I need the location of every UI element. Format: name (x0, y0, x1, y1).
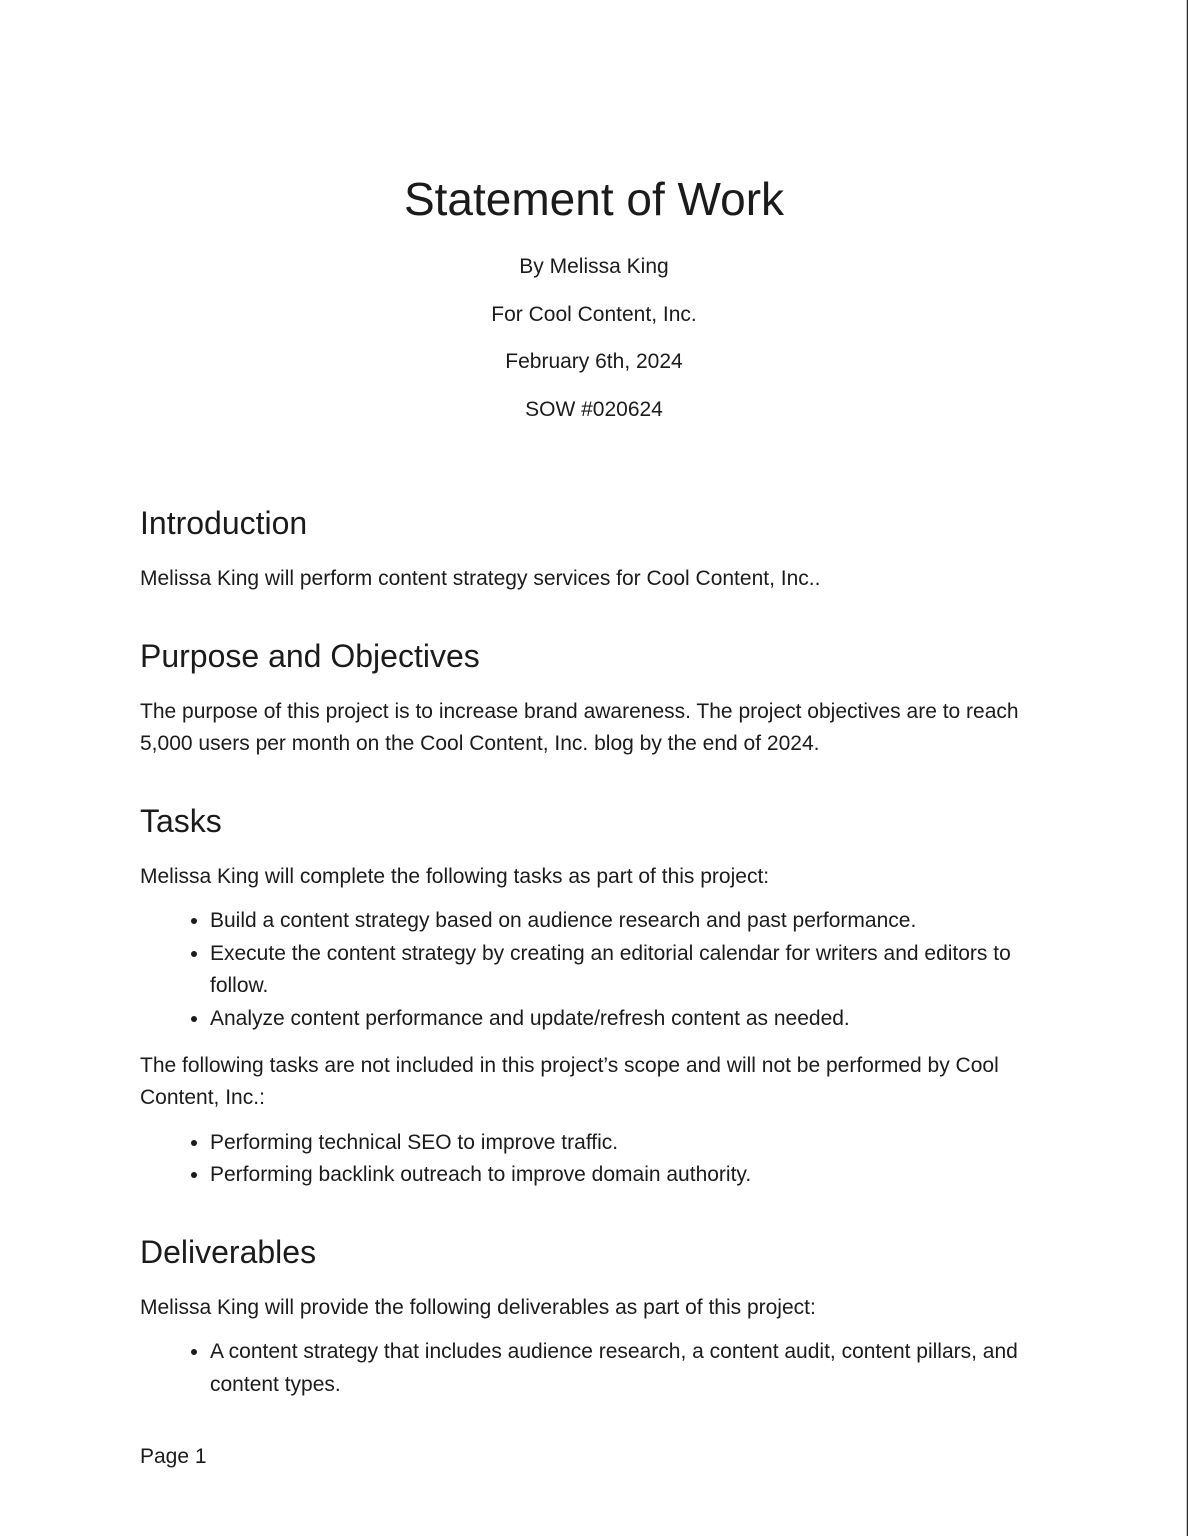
list-item: • Execute the content strategy by creating an editorial calendar for writers and editors to follow. (210, 938, 1048, 1003)
deliverables-list (140, 1336, 1048, 1401)
title-block (140, 172, 1048, 425)
byline: By Melissa King (519, 255, 669, 279)
tasks-included-list (140, 905, 1048, 1035)
section-heading-purpose: Purpose and Objectives (140, 637, 480, 674)
date-line: February 6th, 2024 (505, 350, 683, 374)
sow-number: SOW #020624 (525, 397, 663, 421)
deliverables-intro-paragraph: Melissa King will provide the following deliverables as part of this project: (140, 1295, 816, 1319)
list-item: • Build a content strategy based on audience research and past performance. (210, 905, 1048, 938)
tasks-excluded-list (140, 1127, 1048, 1192)
client-line: For Cool Content, Inc. (491, 302, 697, 326)
document-title: Statement of Work (403, 173, 785, 225)
section-purpose-and-objectives (140, 636, 1048, 761)
section-introduction (140, 503, 1048, 596)
list-item: • Performing backlink outreach to improve domain authority. (210, 1159, 1048, 1192)
list-item: • Analyze content performance and update/refresh content as needed. (210, 1003, 1048, 1036)
section-tasks (140, 801, 1048, 1192)
introduction-paragraph: Melissa King will perform content strategy services for Cool Content, Inc.. (140, 567, 821, 591)
purpose-paragraph: The purpose of this project is to increase brand awareness. The project objectives are to reach 5,000 users per month on the Cool Content, Inc. blog by the end of 2024. (140, 699, 1019, 756)
tasks-intro-paragraph: Melissa King will complete the following tasks as part of this project: (140, 864, 770, 888)
list-item: • Performing technical SEO to improve traffic. (210, 1127, 1048, 1160)
page-number: Page 1 (140, 1445, 207, 1468)
section-deliverables (140, 1232, 1048, 1402)
section-heading-deliverables: Deliverables (140, 1233, 317, 1270)
section-heading-introduction: Introduction (140, 505, 308, 542)
section-heading-tasks: Tasks (140, 802, 222, 839)
tasks-excluded-paragraph: The following tasks are not included in this project’s scope and will not be performed by Cool Content, Inc.: (140, 1053, 999, 1110)
list-item: • A content strategy that includes audience research, a content audit, content pillars, and content types. (210, 1336, 1048, 1401)
